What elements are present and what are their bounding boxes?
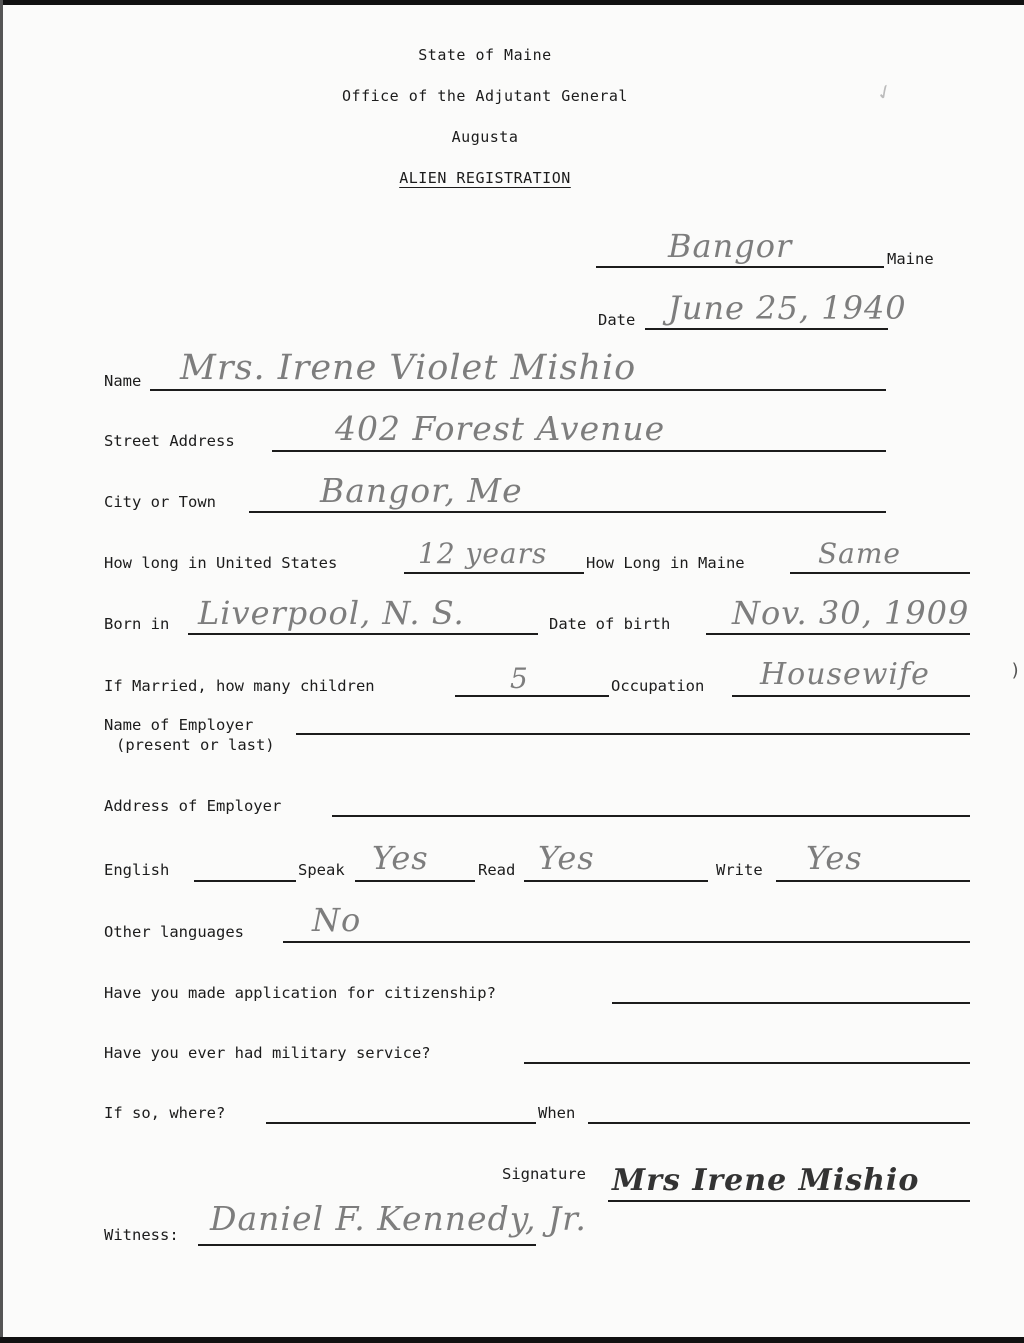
date-of-birth-line [706,633,970,635]
signature-label: Signature [502,1165,586,1183]
scan-edge-mark: ) [1010,660,1021,681]
speak-line [355,880,475,882]
form-title-text: ALIEN REGISTRATION [399,169,571,187]
street-address-label: Street Address [104,432,235,450]
date-of-birth-value: Nov. 30, 1909 [732,594,970,632]
scan-edge-top [0,0,1024,5]
street-address-line [272,450,886,452]
header-city: Augusta [451,128,519,146]
children-value: 5 [510,662,529,695]
other-languages-line [283,941,970,943]
citizenship-label: Have you made application for citizenship? [104,984,496,1002]
place-line [596,266,884,268]
speak-label: Speak [298,861,345,879]
write-value: Yes [806,839,863,877]
maine-label: Maine [887,250,934,268]
when-label: When [538,1104,576,1122]
signature-value: Mrs Irene Mishio [612,1163,920,1198]
born-in-line [188,633,538,635]
write-line [776,880,970,882]
employer-address-line [332,815,970,817]
read-label: Read [478,861,516,879]
city-or-town-value: Bangor, Me [320,471,523,510]
scan-edge-bottom [0,1337,1024,1343]
employer-name-label: Name of Employer [104,716,254,734]
date-line [645,328,888,330]
speak-value: Yes [372,839,429,877]
read-value: Yes [538,839,595,877]
if-so-where-label: If so, where? [104,1104,226,1122]
how-long-us-value: 12 years [418,537,548,570]
citizenship-line [612,1002,970,1004]
city-or-town-label: City or Town [104,493,216,511]
how-long-maine-value: Same [818,537,901,570]
date-label: Date [598,311,636,329]
born-in-value: Liverpool, N. S. [198,594,465,632]
scan-edge-left [0,0,3,1343]
when-line [588,1122,970,1124]
occupation-label: Occupation [611,677,705,695]
date-of-birth-label: Date of birth [549,615,671,633]
how-long-maine-line [790,572,970,574]
occupation-value: Housewife [760,657,930,692]
place-value: Bangor [668,227,793,265]
name-line [150,389,886,391]
military-label: Have you ever had military service? [104,1044,431,1062]
how-long-us-line [404,572,584,574]
witness-label: Witness: [104,1226,179,1244]
occupation-line [732,695,970,697]
write-label: Write [716,861,763,879]
signature-line [608,1200,970,1202]
military-line [524,1062,970,1064]
witness-value: Daniel F. Kennedy, Jr. [210,1199,587,1238]
date-value: June 25, 1940 [668,289,907,327]
how-long-us-label: How long in United States [104,554,338,572]
name-label: Name [104,372,142,390]
header-state: State of Maine [418,46,552,64]
english-label: English [104,861,170,879]
english-line [194,880,296,882]
header-office: Office of the Adjutant General [342,87,628,105]
employer-note-label: (present or last) [116,736,275,754]
employer-name-line [296,733,970,735]
pencil-check-mark: ✓ [871,77,898,107]
other-languages-value: No [312,901,362,939]
employer-address-label: Address of Employer [104,797,282,815]
name-value: Mrs. Irene Violet Mishio [180,348,637,388]
form-title [250,169,720,187]
how-long-maine-label: How Long in Maine [586,554,745,572]
children-line [455,695,609,697]
city-or-town-line [249,511,886,513]
read-line [524,880,708,882]
children-label: If Married, how many children [104,677,375,695]
street-address-value: 402 Forest Avenue [335,409,666,448]
if-so-where-line [266,1122,536,1124]
witness-line [198,1244,536,1246]
born-in-label: Born in [104,615,170,633]
other-languages-label: Other languages [104,923,244,941]
